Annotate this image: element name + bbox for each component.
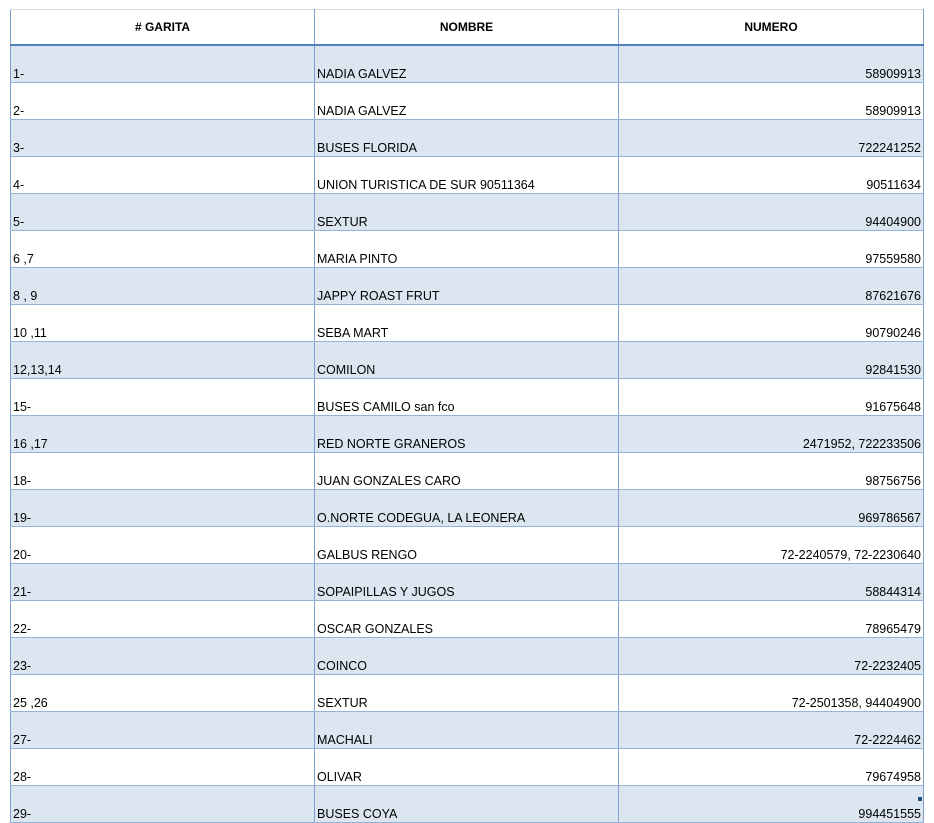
cell-numero[interactable]: 90511634 [619, 157, 924, 194]
cell-numero[interactable]: 87621676 [619, 268, 924, 305]
cell-nombre[interactable]: NADIA GALVEZ [315, 83, 619, 120]
cell-garita[interactable]: 23- [11, 638, 315, 675]
cell-nombre[interactable]: SEXTUR [315, 675, 619, 712]
cell-numero[interactable]: 98756756 [619, 453, 924, 490]
cell-garita[interactable]: 29- [11, 786, 315, 823]
cell-nombre[interactable]: RED NORTE GRANEROS [315, 416, 619, 453]
cell-garita[interactable]: 28- [11, 749, 315, 786]
table-row [11, 749, 924, 786]
header-row [11, 10, 924, 46]
cell-nombre[interactable]: OSCAR GONZALES [315, 601, 619, 638]
cell-numero[interactable]: 58844314 [619, 564, 924, 601]
cell-garita[interactable]: 22- [11, 601, 315, 638]
cell-numero[interactable]: 969786567 [619, 490, 924, 527]
cell-numero[interactable]: 90790246 [619, 305, 924, 342]
cell-garita[interactable]: 5- [11, 194, 315, 231]
table-row [11, 527, 924, 564]
table-row [11, 83, 924, 120]
cell-numero[interactable]: 97559580 [619, 231, 924, 268]
cell-numero[interactable]: 72-2501358, 94404900 [619, 675, 924, 712]
cell-nombre[interactable]: UNION TURISTICA DE SUR 90511364 [315, 157, 619, 194]
cell-garita[interactable]: 18- [11, 453, 315, 490]
cell-numero[interactable]: 72-2240579, 72-2230640 [619, 527, 924, 564]
cell-numero[interactable]: 722241252 [619, 120, 924, 157]
cell-garita[interactable]: 21- [11, 564, 315, 601]
table-row [11, 564, 924, 601]
table-row [11, 416, 924, 453]
cell-garita[interactable]: 6 ,7 [11, 231, 315, 268]
cell-garita[interactable]: 8 , 9 [11, 268, 315, 305]
cell-nombre[interactable]: SEBA MART [315, 305, 619, 342]
table-row [11, 194, 924, 231]
cell-nombre[interactable]: COINCO [315, 638, 619, 675]
garita-table [10, 9, 924, 823]
table-row [11, 45, 924, 83]
cell-nombre[interactable]: JUAN GONZALES CARO [315, 453, 619, 490]
cell-numero[interactable]: 58909913 [619, 45, 924, 83]
table-row [11, 231, 924, 268]
table-row [11, 675, 924, 712]
cell-nombre[interactable]: JAPPY ROAST FRUT [315, 268, 619, 305]
cell-garita[interactable]: 27- [11, 712, 315, 749]
header-numero[interactable]: NUMERO [619, 10, 924, 46]
cell-nombre[interactable]: SEXTUR [315, 194, 619, 231]
table-row [11, 601, 924, 638]
fill-handle[interactable] [918, 797, 922, 801]
cell-garita[interactable]: 1- [11, 45, 315, 83]
table-row [11, 453, 924, 490]
cell-nombre[interactable]: OLIVAR [315, 749, 619, 786]
cell-garita[interactable]: 15- [11, 379, 315, 416]
cell-numero[interactable]: 72-2224462 [619, 712, 924, 749]
cell-nombre[interactable]: MARIA PINTO [315, 231, 619, 268]
cell-nombre[interactable]: NADIA GALVEZ [315, 45, 619, 83]
cell-nombre[interactable]: SOPAIPILLAS Y JUGOS [315, 564, 619, 601]
cell-garita[interactable]: 20- [11, 527, 315, 564]
cell-numero[interactable]: 2471952, 722233506 [619, 416, 924, 453]
cell-garita[interactable]: 2- [11, 83, 315, 120]
table-row [11, 638, 924, 675]
cell-nombre[interactable]: BUSES FLORIDA [315, 120, 619, 157]
cell-numero[interactable]: 78965479 [619, 601, 924, 638]
cell-numero[interactable]: 58909913 [619, 83, 924, 120]
cell-garita[interactable]: 16 ,17 [11, 416, 315, 453]
table-row [11, 786, 924, 823]
table-row [11, 712, 924, 749]
table-row [11, 305, 924, 342]
cell-nombre[interactable]: COMILON [315, 342, 619, 379]
cell-nombre[interactable]: BUSES COYA [315, 786, 619, 823]
cell-garita[interactable]: 25 ,26 [11, 675, 315, 712]
cell-garita[interactable]: 4- [11, 157, 315, 194]
table-row [11, 490, 924, 527]
cell-garita[interactable]: 10 ,11 [11, 305, 315, 342]
cell-numero[interactable]: 72-2232405 [619, 638, 924, 675]
table-row [11, 379, 924, 416]
table-row [11, 157, 924, 194]
table-row [11, 120, 924, 157]
cell-garita[interactable]: 19- [11, 490, 315, 527]
cell-numero[interactable]: 94404900 [619, 194, 924, 231]
cell-nombre[interactable]: BUSES CAMILO san fco [315, 379, 619, 416]
cell-garita[interactable]: 12,13,14 [11, 342, 315, 379]
table-row [11, 342, 924, 379]
table-row [11, 268, 924, 305]
cell-numero[interactable]: 92841530 [619, 342, 924, 379]
cell-numero[interactable]: 91675648 [619, 379, 924, 416]
cell-numero[interactable]: 79674958 [619, 749, 924, 786]
header-garita[interactable]: # GARITA [11, 10, 315, 46]
header-nombre[interactable]: NOMBRE [315, 10, 619, 46]
cell-nombre[interactable]: O.NORTE CODEGUA, LA LEONERA [315, 490, 619, 527]
cell-numero[interactable]: 994451555 [619, 786, 924, 823]
cell-nombre[interactable]: MACHALI [315, 712, 619, 749]
cell-nombre[interactable]: GALBUS RENGO [315, 527, 619, 564]
cell-garita[interactable]: 3- [11, 120, 315, 157]
